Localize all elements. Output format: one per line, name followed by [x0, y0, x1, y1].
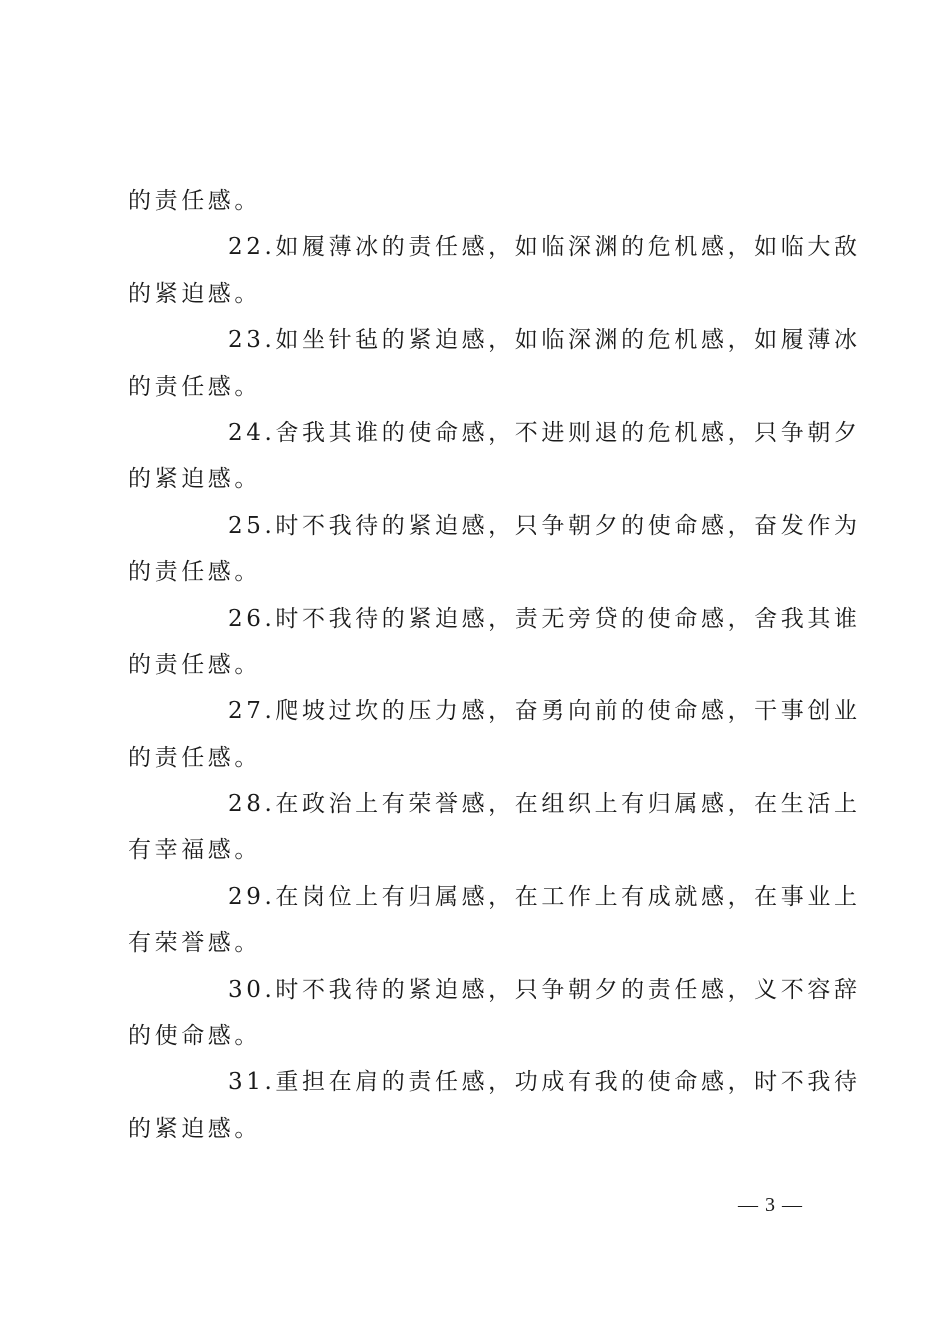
- list-item-27-line-2: 的责任感。: [128, 744, 261, 771]
- list-item-24-line-1: 24.舍我其谁的使命感，不进则退的危机感，只争朝夕: [228, 419, 861, 446]
- list-item-27-line-1: 27.爬坡过坎的压力感，奋勇向前的使命感，干事创业: [228, 698, 861, 725]
- document-body: [128, 178, 861, 1152]
- list-item-23-line-1: 23.如坐针毡的紧迫感，如临深渊的危机感，如履薄冰: [228, 327, 861, 354]
- list-item-29-line-2: 有荣誉感。: [128, 930, 261, 957]
- list-item-26-line-2: 的责任感。: [128, 651, 261, 678]
- list-item-23-line-2: 的责任感。: [128, 373, 261, 400]
- list-item-29-line-1: 29.在岗位上有归属感，在工作上有成就感，在事业上: [228, 883, 861, 910]
- list-item-26-line-1: 26.时不我待的紧迫感，责无旁贷的使命感，舍我其谁: [228, 605, 861, 632]
- list-item-30-line-1: 30.时不我待的紧迫感，只争朝夕的责任感，义不容辞: [228, 976, 861, 1003]
- text-line: 的责任感。: [128, 188, 261, 214]
- list-item-28-line-1: 28.在政治上有荣誉感，在组织上有归属感，在生活上: [228, 791, 861, 818]
- list-item-25-line-1: 25.时不我待的紧迫感，只争朝夕的使命感，奋发作为: [228, 512, 861, 539]
- list-item-28-line-2: 有幸福感。: [128, 837, 261, 864]
- list-item-30-line-2: 的使命感。: [128, 1023, 261, 1050]
- list-item-24-line-2: 的紧迫感。: [128, 466, 261, 493]
- list-item-22-line-2: 的紧迫感。: [128, 280, 261, 307]
- page-number: — 3 —: [738, 1194, 803, 1216]
- list-item-31-line-1: 31.重担在肩的责任感，功成有我的使命感，时不我待: [228, 1069, 861, 1096]
- list-item-31-line-2: 的紧迫感。: [128, 1115, 261, 1142]
- list-item-25-line-2: 的责任感。: [128, 559, 261, 586]
- list-item-22-line-1: 22.如履薄冰的责任感，如临深渊的危机感，如临大敌: [228, 234, 861, 261]
